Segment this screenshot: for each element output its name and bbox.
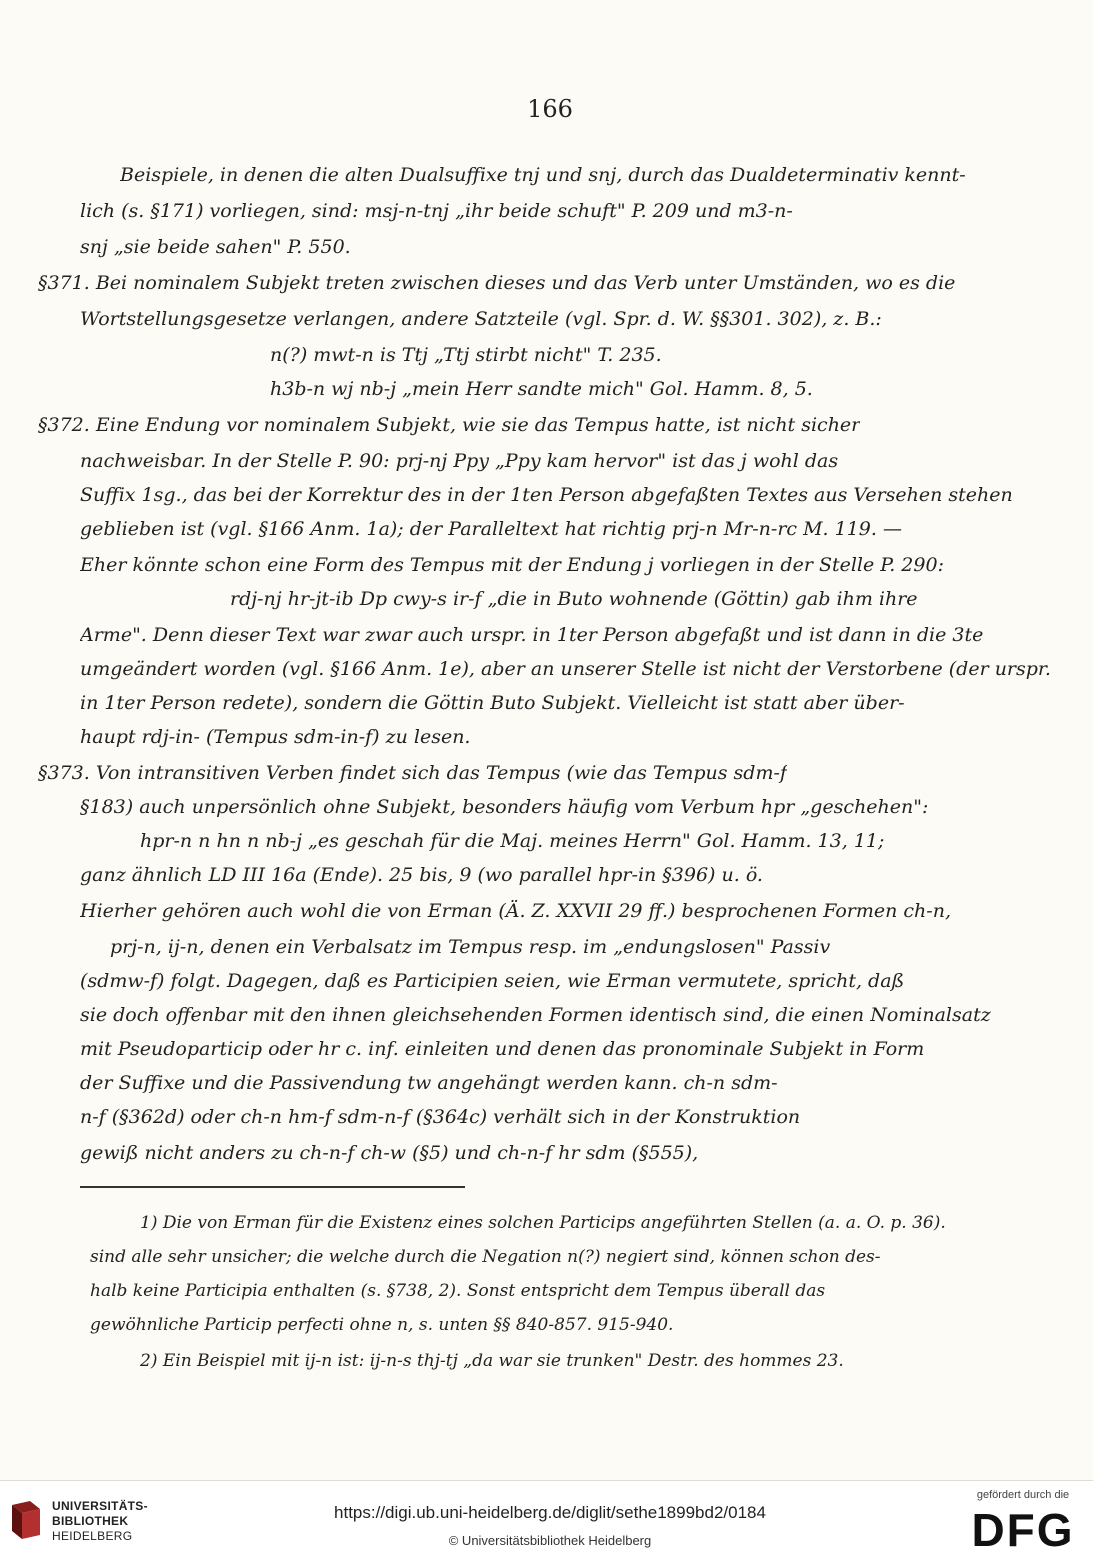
university-library-logo [8, 1493, 178, 1553]
text-line: §183) auch unpersönlich ohne Subjekt, besonders häufig vom Verbum hpr „geschehen": [80, 796, 929, 818]
text-line: Beispiele, in denen die alten Dualsuffixe tnj und snj, durch das Dualdeterminativ kennt- [120, 164, 966, 186]
text-line: umgeändert worden (vgl. §166 Anm. 1e), aber an unserer Stelle ist nicht der Verstorbene (der urspr. [80, 658, 1051, 680]
text-line: Eher könnte schon eine Form des Tempus mit der Endung j vorliegen in der Stelle P. 290: [80, 554, 944, 576]
section-heading-372: §372. Eine Endung vor nominalem Subjekt, wie sie das Tempus hatte, ist nicht sicher [38, 414, 861, 436]
text-line: gewiß nicht anders zu ch-n-f ch-w (§5) und ch-n-f hr sdm (§555), [80, 1142, 699, 1164]
text-line: lich (s. §171) vorliegen, sind: msj-n-tnj „ihr beide schuft" P. 209 und m3-n- [80, 200, 793, 222]
text-line: sie doch offenbar mit den ihnen gleichsehenden Formen identisch sind, die einen Nominalsatz [80, 1004, 991, 1026]
text-line: hpr-n n hn n nb-j „es geschah für die Maj. meines Herrn" Gol. Hamm. 13, 11; [140, 830, 885, 852]
text-line: haupt rdj-in- (Tempus sdm-in-f) zu lesen. [80, 726, 471, 748]
footnote-divider [80, 1186, 465, 1188]
text-line: Arme". Denn dieser Text war zwar auch urspr. in 1ter Person abgefaßt und ist dann in die 3te [80, 624, 984, 646]
library-emblem-icon [8, 1499, 44, 1541]
permalink-url[interactable]: https://digi.ub.uni-heidelberg.de/diglit/sethe1899bd2/0184 [334, 1503, 766, 1522]
footnote-line: gewöhnliche Particip perfecti ohne n, s. unten §§ 840-857. 915-940. [90, 1315, 674, 1335]
copyright-notice: © Universitätsbibliothek Heidelberg [448, 1533, 652, 1548]
funder-logo-text: DFG [971, 1504, 1075, 1556]
text-line: geblieben ist (vgl. §166 Anm. 1a); der Paralleltext hat richtig prj-n Mr-n-rc M. 119. — [80, 518, 902, 540]
text-line: Suffix 1sg., das bei der Korrektur des in der 1ten Person abgefaßten Textes aus Versehen stehen [80, 484, 1013, 506]
text-line: rdj-nj hr-jt-ib Dp cwy-s ir-f „die in Buto wohnende (Göttin) gab ihm ihre [230, 588, 918, 610]
text-line: (sdmw-f) folgt. Dagegen, daß es Participien seien, wie Erman vermutete, spricht, daß [80, 970, 905, 992]
library-name-line2: BIBLIOTHEK [52, 1514, 129, 1528]
text-line: in 1ter Person redete), sondern die Göttin Buto Subjekt. Vielleicht ist statt aber über- [80, 692, 905, 714]
footnote-line: 2) Ein Beispiel mit ij-n ist: ij-n-s thj-tj „da war sie trunken" Destr. des hommes 23. [140, 1351, 844, 1371]
text-line: mit Pseudoparticip oder hr c. inf. einleiten und denen das pronominale Subjekt in Form [80, 1038, 925, 1060]
text-line: der Suffixe und die Passivendung tw angehängt werden kann. ch-n sdm- [80, 1072, 778, 1094]
library-name-line1: UNIVERSITÄTS- [52, 1499, 148, 1513]
footnote-line: 1) Die von Erman für die Existenz eines solchen Particips angeführten Stellen (a. a. O. p. 36). [140, 1213, 946, 1233]
text-line: nachweisbar. In der Stelle P. 90: prj-nj Ppy „Ppy kam hervor" ist das j wohl das [80, 450, 839, 472]
footnote-line: sind alle sehr unsicher; die welche durch die Negation n(?) negiert sind, können schon des- [90, 1247, 881, 1267]
funder-caption: gefördert durch die [976, 1489, 1070, 1501]
text-line: Wortstellungsgesetze verlangen, andere Satzteile (vgl. Spr. d. W. §§301. 302), z. B.: [80, 308, 882, 330]
section-heading-371: §371. Bei nominalem Subjekt treten zwischen dieses und das Verb unter Umständen, wo es die [38, 272, 956, 294]
text-line: snj „sie beide sahen" P. 550. [80, 236, 351, 258]
text-line: prj-n, ij-n, denen ein Verbalsatz im Tempus resp. im „endungslosen" Passiv [110, 936, 831, 958]
text-line: n(?) mwt-n is Ttj „Ttj stirbt nicht" T. 235. [270, 344, 662, 366]
dfg-logo [968, 1489, 1078, 1563]
footnote-line: halb keine Participia enthalten (s. §738, 2). Sonst entspricht dem Tempus überall das [90, 1281, 826, 1301]
section-heading-373: §373. Von intransitiven Verben findet sich das Tempus (wie das Tempus sdm-f [38, 762, 787, 784]
text-line: ganz ähnlich LD III 16a (Ende). 25 bis, 9 (wo parallel hpr-in §396) u. ö. [80, 864, 763, 886]
text-line: Hierher gehören auch wohl die von Erman (Ä. Z. XXVII 29 ff.) besprochenen Formen ch-n, [80, 900, 951, 922]
page-number: 166 [527, 95, 573, 123]
footer-bar [0, 1480, 1093, 1567]
library-name-line3: HEIDELBERG [52, 1529, 133, 1543]
text-line: n-f (§362d) oder ch-n hm-f sdm-n-f (§364c) verhält sich in der Konstruktion [80, 1106, 801, 1128]
text-line: h3b-n wj nb-j „mein Herr sandte mich" Gol. Hamm. 8, 5. [270, 378, 813, 400]
